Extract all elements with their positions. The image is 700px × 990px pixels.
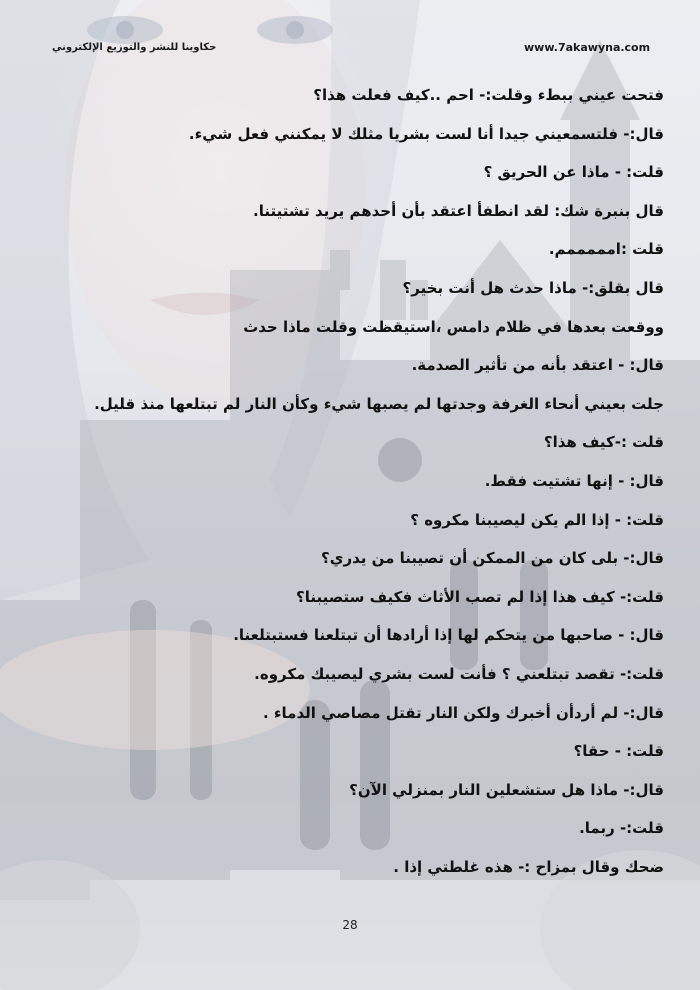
website-link[interactable]: www.7akawyna.com (524, 41, 651, 54)
text-line: قال:- بلى كان من الممكن أن تصيبنا من يدري؟ (321, 549, 664, 568)
text-line: قال:- فلتسمعيني جيدا أنا لست بشريا مثلك لا يمكنني فعل شيء. (188, 124, 664, 143)
story-text (44, 82, 664, 892)
text-line: ضحك وقال بمزاح :- هذه غلطتي إذا . (393, 857, 664, 876)
text-line: قلت :-كيف هذا؟ (543, 433, 664, 452)
text-line: قال:- لم أردأن أخبرك ولكن النار تقتل مصاصي الدماء . (262, 703, 664, 722)
text-line: قال:- ماذا هل ستشعلين النار بمنزلي الآن؟ (349, 780, 664, 799)
text-line: قال بقلق:- ماذا حدث هل أنت بخير؟ (402, 278, 664, 297)
text-line: قلت: - حقا؟ (573, 742, 664, 761)
text-line: فتحت عيني ببطء وقلت:- احم ..كيف فعلت هذا؟ (313, 86, 664, 104)
text-line: قلت: - إذا الم يكن ليصيبنا مكروه ؟ (410, 510, 664, 529)
text-line: قلت:- تقصد تبتلعني ؟ فأنت لست بشري ليصيبك مكروه. (254, 664, 664, 683)
text-line: ووقعت بعدها في ظلام دامس ،استيقظت وقلت ماذا حدث (243, 317, 664, 336)
text-line: جلت بعيني أنحاء الغرفة وجدتها لم يصبها شيء وكأن النار لم تبتلعها منذ قليل. (94, 394, 664, 413)
text-line: قلت:- كيف هذا إذا لم تصب الأثاث فكيف ستصيبنا؟ (296, 587, 664, 606)
publisher-name: حكاوينا للنشر والتوزيع الإلكتروني (52, 42, 217, 53)
text-line: قلت:- ربما. (579, 819, 664, 838)
text-line: قال: - اعتقد بأنه من تأثير الصدمة. (411, 356, 664, 375)
page-number: 28 (342, 918, 358, 932)
text-line: قال: - إنها تشتيت فقط. (484, 471, 664, 490)
text-line: قال بنبرة شك: لقد انطفأ اعتقد بأن أحدهم يريد تشتيتنا. (253, 201, 664, 220)
text-line: قلت: - ماذا عن الحريق ؟ (483, 163, 664, 182)
text-line: قلت :امممممم. (548, 240, 664, 259)
text-line: قال: - صاحبها من يتحكم لها إذا أرادها أن تبتلعنا فستبتلعنا. (233, 626, 664, 645)
